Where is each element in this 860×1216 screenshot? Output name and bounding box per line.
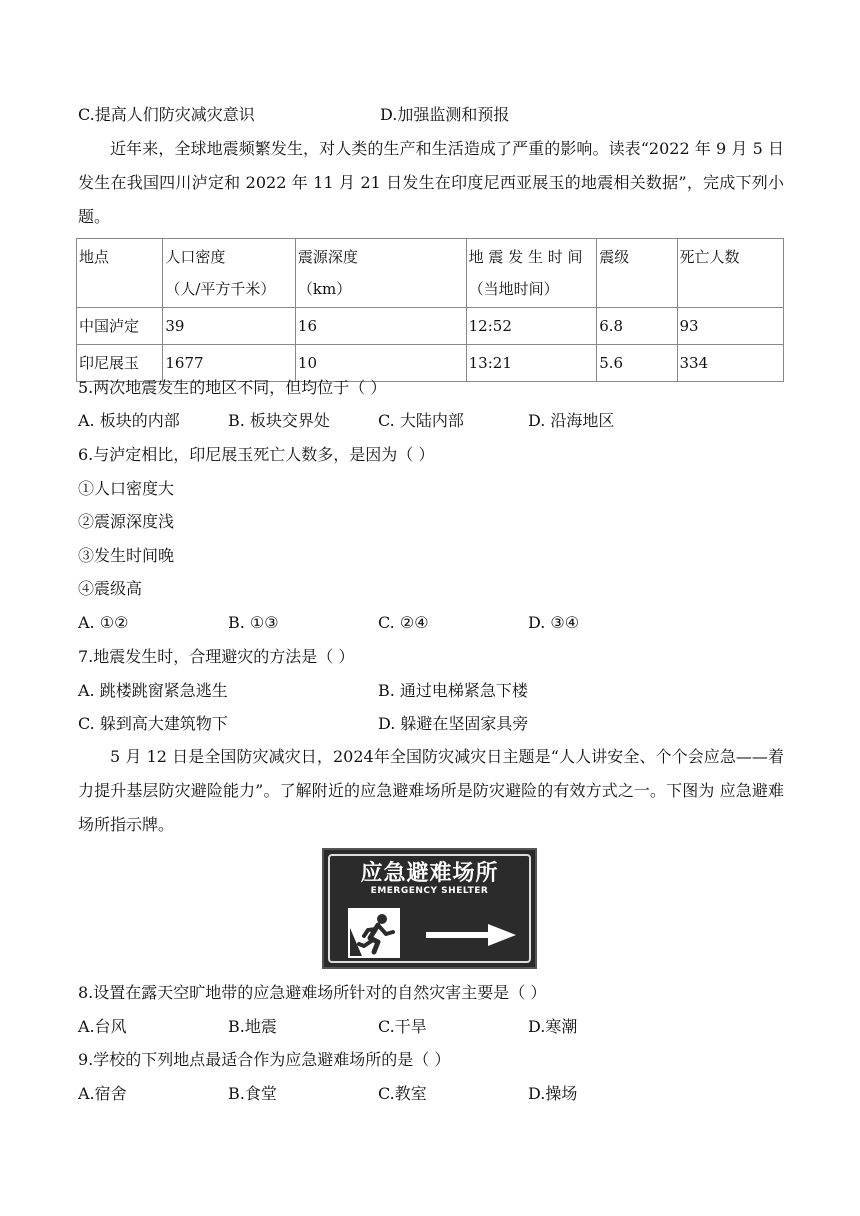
table-cell: 93 [677, 308, 783, 345]
sign-english-text: EMERGENCY SHELTER [370, 886, 489, 896]
q8-option-d: D.寒潮 [528, 1017, 578, 1036]
q8-option-b: B.地震 [228, 1017, 277, 1036]
q7-option-b: B. 通过电梯紧急下楼 [378, 681, 528, 700]
table-cell: 中国泸定 [77, 308, 163, 345]
q5-stem: 5.两次地震发生的地区不同，但均位于（ ） [78, 378, 387, 397]
header-cell: 震源深度 （km） [295, 239, 466, 308]
q6-option-d: D. ③④ [528, 613, 580, 632]
intro2-paragraph: 5 月 12 日是全国防灾减灾日，2024年全国防灾减灾日主题是“人人讲安全、个个会应急——着力提升基层防灾避险能力”。了解附近的应急避难场所是防灾避险的有效方式之一。下图为 应急避难场所指示牌。 [78, 747, 784, 834]
q7-option-d: D. 躲避在坚固家具旁 [378, 714, 529, 733]
q6-item-4: ④震级高 [78, 579, 143, 598]
table-cell: 39 [163, 308, 296, 345]
q6-option-a: A. ①② [78, 613, 129, 632]
q4-option-d: D.加强监测和预报 [380, 105, 510, 124]
q8-option-a: A.台风 [78, 1017, 127, 1036]
q5-option-a: A. 板块的内部 [78, 411, 180, 430]
table-cell: 16 [295, 308, 466, 345]
earthquake-data-table [76, 238, 784, 382]
arrow-right-icon [426, 922, 518, 952]
q5-option-d: D. 沿海地区 [528, 411, 615, 430]
header-cell: 地点 [77, 239, 163, 308]
intro-paragraph: 近年来，全球地震频繁发生，对人类的生产和生活造成了严重的影响。读表“2022 年 9 月 5 日发生在我国四川泸定和 2022 年 11 月 21 日发生在印度尼西亚展玉的地震相关数据”，完成下列小题。 [78, 139, 784, 226]
table-header-row [77, 239, 784, 308]
table-cell: 5.6 [597, 345, 677, 382]
q4-option-c: C.提高人们防灾减灾意识 [78, 105, 255, 124]
header-cell: 死亡人数 [677, 239, 783, 308]
q9-stem: 9.学校的下列地点最适合作为应急避难场所的是（ ） [78, 1050, 451, 1069]
q9-option-b: B.食堂 [228, 1084, 277, 1103]
q5-option-c: C. 大陆内部 [378, 411, 464, 430]
q8-stem: 8.设置在露天空旷地带的应急避难场所针对的自然灾害主要是（ ） [78, 983, 547, 1002]
table-cell: 334 [677, 345, 783, 382]
q6-item-2: ②震源深度浅 [78, 512, 175, 531]
q6-option-c: C. ②④ [378, 613, 429, 632]
table-cell: 6.8 [597, 308, 677, 345]
q6-option-b: B. ①③ [228, 613, 279, 632]
table-cell: 10 [295, 345, 466, 382]
header-cell: 地 震 发 生 时 间 （当地时间） [466, 239, 597, 308]
table-cell: 13:21 [466, 345, 597, 382]
table-row [77, 345, 784, 382]
q8-option-c: C.干旱 [378, 1017, 427, 1036]
q6-item-1: ①人口密度大 [78, 479, 175, 498]
q6-stem: 6.与泸定相比，印尼展玉死亡人数多，是因为（ ） [78, 445, 435, 464]
q9-option-c: C.教室 [378, 1084, 427, 1103]
table-row [77, 308, 784, 345]
q7-option-a: A. 跳楼跳窗紧急逃生 [78, 681, 228, 700]
header-cell: 人口密度 （人/平方千米） [163, 239, 296, 308]
q7-stem: 7.地震发生时，合理避灾的方法是（ ） [78, 647, 355, 666]
q7-option-c: C. 躲到高大建筑物下 [78, 714, 228, 733]
header-cell: 震级 [597, 239, 677, 308]
table-cell: 1677 [163, 345, 296, 382]
table-cell: 印尼展玉 [77, 345, 163, 382]
q9-option-a: A.宿舍 [78, 1084, 127, 1103]
emergency-shelter-sign [322, 848, 537, 969]
q5-option-b: B. 板块交界处 [228, 411, 330, 430]
q6-item-3: ③发生时间晚 [78, 546, 175, 565]
sign-chinese-text: 应急避难场所 [360, 861, 499, 886]
q9-option-d: D.操场 [528, 1084, 578, 1103]
table-cell: 12:52 [466, 308, 597, 345]
running-person-icon [348, 908, 400, 958]
